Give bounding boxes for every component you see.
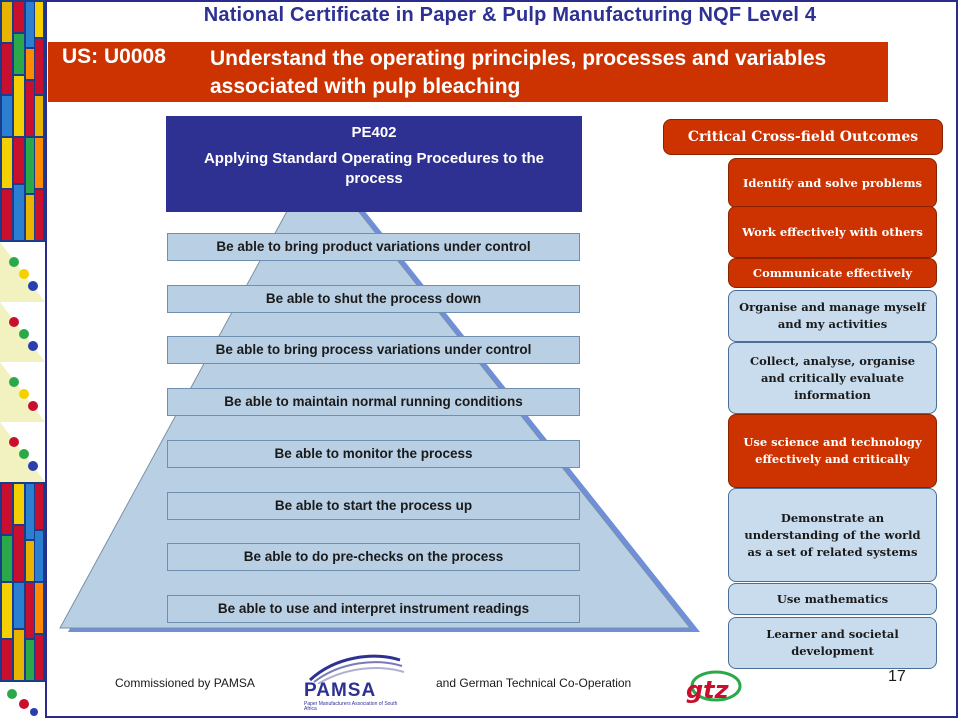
- outcome-box: Be able to maintain normal running conditions: [167, 388, 580, 416]
- outcome-box: Be able to shut the process down: [167, 285, 580, 313]
- ccfo-item: Organise and manage myself and my activities: [728, 290, 937, 342]
- outcome-box: Be able to use and interpret instrument readings: [167, 595, 580, 623]
- ccfo-item: Use science and technology effectively and critically: [728, 414, 937, 488]
- ccfo-item: Work effectively with others: [728, 206, 937, 258]
- footer-commissioned: Commissioned by PAMSA: [115, 676, 255, 690]
- pamsa-logo-subtext: Paper Manufacturers Association of South Africa: [304, 701, 398, 712]
- gtz-logo: [682, 668, 744, 708]
- page-title: National Certificate in Paper & Pulp Manufacturing NQF Level 4: [203, 4, 817, 26]
- ccfo-item: Identify and solve problems: [728, 158, 937, 208]
- ccfo-item: Demonstrate an understanding of the world as a set of related systems: [728, 488, 937, 582]
- page-number: 17: [888, 668, 906, 685]
- pe-header-box: [166, 116, 582, 212]
- outcome-box: Be able to bring product variations under control: [167, 233, 580, 261]
- pe-code: PE402: [351, 124, 397, 141]
- outcome-box: Be able to do pre-checks on the process: [167, 543, 580, 571]
- ccfo-item: Learner and societal development: [728, 617, 937, 669]
- ccfo-item: Collect, analyse, organise and critically evaluate information: [728, 342, 937, 414]
- pamsa-logo-text: PAMSA: [304, 680, 377, 701]
- outcome-box: Be able to bring process variations under control: [167, 336, 580, 364]
- gtz-logo-icon: [682, 668, 744, 708]
- pamsa-logo: [296, 650, 416, 710]
- gtz-logo-text: gtz: [686, 676, 729, 704]
- ccfo-item: Communicate effectively: [728, 258, 937, 288]
- unit-standard-code: US: U0008: [62, 45, 166, 68]
- pamsa-swoosh-icon: [296, 650, 416, 684]
- pe-title: Applying Standard Operating Procedures to the process: [203, 150, 545, 187]
- ccfo-item: Use mathematics: [728, 583, 937, 615]
- unit-standard-title: Understand the operating principles, processes and variables associated with pulp bleaching: [210, 47, 827, 98]
- footer-partner: and German Technical Co-Operation: [436, 676, 632, 690]
- outcome-box: Be able to start the process up: [167, 492, 580, 520]
- outcome-box: Be able to monitor the process: [167, 440, 580, 468]
- ccfo-header: Critical Cross-field Outcomes: [663, 119, 943, 155]
